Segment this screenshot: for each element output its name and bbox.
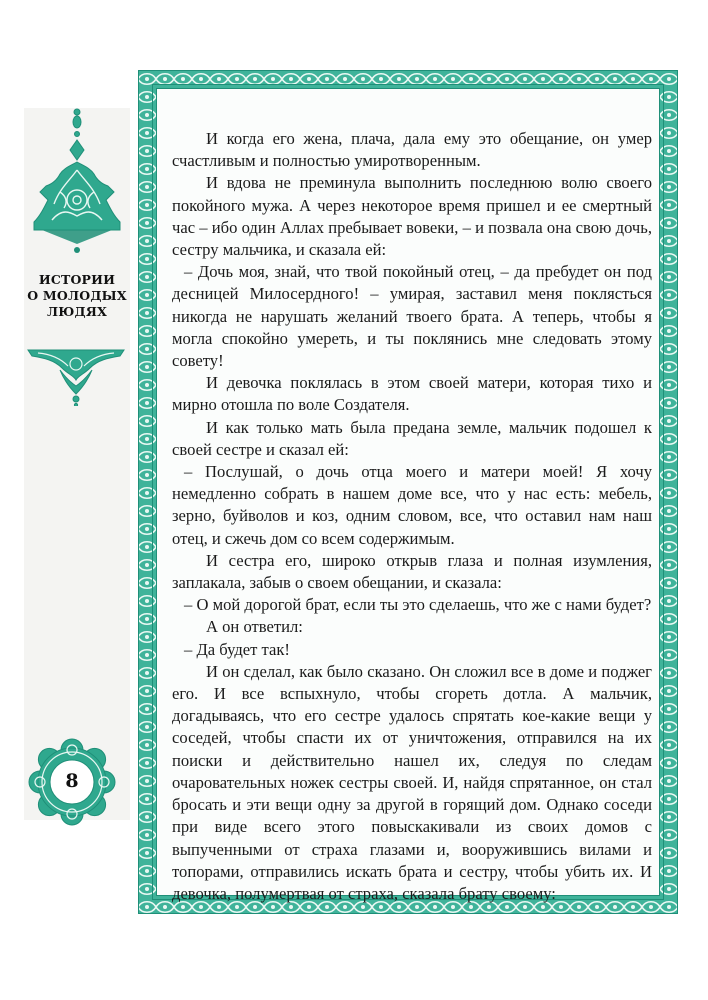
paragraph-11: И он сделал, как было сказано. Он сложил все в доме и поджег его. И все вспыхнуло, чтобы сгореть дотла. А мальчик, догадываясь, что его сестре удалось спрятать кое-какие вещи у соседей, чтобы спасти их от уничтожения, отправился на их поиски и действительно нашел их, следуя по следам очаровательных ножек сестры своей. И, найдя спрятанное, он стал бросать и эти вещи одну за другой в горящий дом. Однако соседи при виде всего этого повыскакивали из своих домов с выпученными от страха глазами и, вооружившись вилами и топорами, отправились искать брата и сестру, чтобы убить их. И девочка, полумертвая от страха, сказала брату своему:: [172, 661, 652, 903]
paragraph-10: – Да будет так!: [184, 639, 290, 659]
paragraph-6: – Послушай, о дочь отца моего и матери моей! Я хочу немедленно собрать в нашем доме все, что у нас есть: мебель, зерно, буйволов и коз, одним словом, все, что оставил нам наш отец, и сжечь дом со всем содержимым.: [172, 462, 652, 548]
paragraph-1: И когда его жена, плача, дала ему это обещание, он умер счастливым и полностью умиротворенным.: [172, 129, 652, 171]
paragraph-9: А он ответил:: [206, 617, 303, 637]
floral-arch-ornament-icon: [30, 104, 124, 254]
paragraph-8: – О мой дорогой брат, если ты это сделаешь, что же с нами будет?: [184, 595, 652, 615]
floral-divider-ornament-icon: [24, 340, 128, 406]
paragraph-3: – Дочь моя, знай, что твой покойный отец, – да пребудет он под десницей Милосердного! – умирая, заставил меня поклясться никогда не нарушать желаний твоего брата. А теперь, чтобы я могла спокойно умереть, и ты поклянись мне следовать этому совету!: [172, 262, 652, 371]
main-text: [172, 128, 652, 905]
section-title-line-3: ЛЮДЯХ: [47, 304, 107, 319]
section-title-line-2: О МОЛОДЫХ: [27, 288, 127, 303]
page-number: 8: [65, 770, 79, 792]
paragraph-5: И как только мать была предана земле, мальчик подошел к своей сестре и сказал ей:: [172, 417, 652, 459]
paragraph-7: И сестра его, широко открыв глаза и полная изумления, заплакала, забыв о своем обещании, и сказала:: [172, 550, 652, 593]
paragraph-4: И девочка поклялась в этом своей матери, которая тихо и мирно отошла по воле Создателя.: [172, 373, 652, 415]
section-title-line-1: ИСТОРИИ: [38, 272, 116, 287]
section-title: [24, 272, 130, 320]
paragraph-2: И вдова не преминула выполнить последнюю волю своего покойного мужа. А через некоторое время пришел и ее смертный час – ибо один Аллах пребывает вовеки, – и позвала она свою дочь, сестру мальчика, и сказала ей:: [172, 173, 652, 260]
